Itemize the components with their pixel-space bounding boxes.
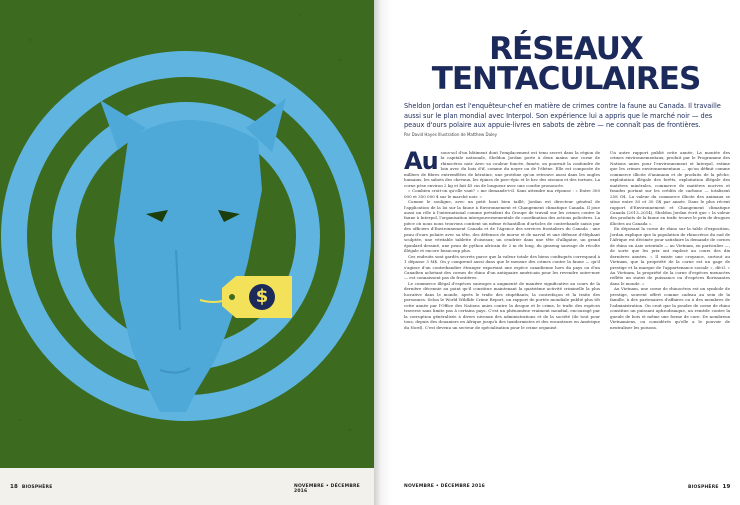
- drop-cap: Au: [404, 147, 438, 175]
- paragraph: Comme le souligne, avec un petit bout bien taillé, Jordan est directeur général de l'application de la loi sur la faune à Environnement et Changement climatique Canada. Il joue aussi un rôle à l'international comme président du Groupe de travail sur les crimes contre la faune à Interpol, l'organisation intergouvernementale de coordination des actions policières. La pièce où nous nous trouvons contient un même échantillon d'articles de contrebande saisis par des officiers d'Environnement Canada et de l'Agence des services frontaliers du Canada : une peau d'ours polaire avec sa tête, des défenses de morse et de narval et une défense d'éléphant sculptée, une véritable tablette d'oiseaux; un cendrier dans une tête d'alligator, un grand épaulard dessiné, une peau de python africain de 2 m de long, du ginseng sauvage de récolte illégale et encore beaucoup plus.: [404, 199, 600, 254]
- paragraph: « Combien croit-on qu'elle vaut? » me demande-t-il. Sans attendre ma réponse : « Entre 300 000 et 350 000 $ sur le marché noir. »: [404, 188, 600, 199]
- paragraph: Le commerce illégal d'espèces sauvages a augmenté de manière significative au cours de la dernière décennie au point qu'il constitue maintenant la quatrième activité criminelle la plus lucrative dans le monde, après le trafic des stupéfiants, la contrefaçon et la traite des personnes. Selon le World Wildlife Crime Report, un rapport de portée mondiale publié plus tôt cette année par l'Office des Nations unies contre la drogue et le crime, le trafic des espèces traverse sans limite pas à certains pays. C'est un phénomène vraiment mondial, encouragé par la corruption généralisée à divers niveaux des administrations et de la société (de tout pour tous, depuis des douaniers en Afrique jusqu'à des taxidermistes et des encanteurs en Amérique du Nord). C'est devenu un secteur de spécialisation pour le crime organisé.: [404, 280, 600, 330]
- left-section-name: BIOSPHÈRE: [21, 485, 53, 490]
- paragraph: Un autre rapport publié cette année, La montée des crimes environnementaux, produit par le Programme des Nations unies pour l'environnement et Interpol, estime que les crimes environnementaux — qu'on définit comme commerce illicite d'animaux et de produits de la pêche, exploitation illégale des forêts, exploitation illégale des matières minérales, commerce de matières nocives et fraudes portant sur les crédits de carbone — totalisent 258 G$. La valeur du commerce illicite des animaux se situe entre 30 et 30 G$ par année. Dans le plus récent rapport d'Environnement et Changement climatique Canada (2013–2014), Sheldon Jordan écrit que « la valeur des produits de la faune en trafic trouve le prix de drogues illicites au Canada ».: [610, 150, 730, 226]
- right-page: [392, 0, 740, 505]
- right-folio-date: NOVEMBRE • DÉCEMBRE 2016: [404, 484, 486, 489]
- right-folio: [688, 484, 733, 490]
- gutter: [374, 0, 392, 505]
- article-byline: Par David Hayes Illustration de Matthew Daley: [404, 132, 498, 137]
- paragraph: Ces endroits sont gardés secrets parce que la valeur totale des biens confisqués correspond à 1 dépasse 3 M$. On y comprend aussi dans que le mensue des crimes contre la faune — qu'il s'agisse d'un contrebandier étranger exportant une espèce canadienne hors du pays ou d'un Canadien achetant des cornes de rhino d'un antiquaire américain pour les revendre outre-mer — est connaissent pas de frontières.: [404, 253, 600, 281]
- right-section-name: BIOSPHÈRE: [688, 485, 719, 490]
- article-column-1: [404, 147, 600, 330]
- left-page-number: 18: [10, 484, 19, 490]
- left-folio: [10, 484, 53, 490]
- title-line-1: RÉSEAUX: [489, 31, 643, 67]
- title-line-2: TENTACULAIRES: [431, 61, 701, 97]
- paragraph: Au Vietnam, une corne de rhinocéros est un symbole de prestige, souvent offert comme cadeau au sein de la famille, à des partenaires d'affaires ou à des membres de l'administration. On croit que la poudre de corne de rhino constitue un puissant aphrodisiaque, un remède contre la gueule de bois et même une forme de cure. De nombreux Vietnamiens, ou considérés qu'elle a le pouvoir de neutraliser les poisons.: [610, 286, 730, 330]
- left-folio-date: NOVEMBRE • DÉCEMBRE 2016: [294, 484, 360, 494]
- rhino-illustration: [0, 0, 374, 468]
- article-deck: Sheldon Jordan est l'enquêteur-chef en matière de crimes contre la faune au Canada. Il travaille aussi sur le plan mondial avec Interpol. Son expérience lui a appris que le marché noir — des peaux d'ours polaire aux appuie-livres en sabots de zèbre — ne connaît pas de frontières.: [404, 102, 721, 130]
- article-title: [392, 31, 740, 97]
- dollar-sign-icon: $: [255, 286, 269, 307]
- rhino-art-svg: [0, 0, 374, 468]
- article-column-2: [610, 150, 730, 330]
- right-page-number: 19: [722, 484, 731, 490]
- paragraph: En déposant la corne de rhino sur la table d'exposition, Jordan explique que la population de rhinocéros du sud de l'Afrique est décimée pour satisfaire la demande de cornes de rhino en Asie orientale — au Vietnam, en particulier —, de sorte que les prix ont explosé au cours des dix dernières années. « Il existe une croyance, surtout au Vietnam, que la propriété de la corne est un gage de prestige et la marque de l'appartenance sociale », dit-il. « Au Vietnam, la propriété de la corne d'espèces menacées reflète un statut de puissance ou d'espèces florissantes dans le monde. »: [610, 226, 730, 286]
- paragraph: sous-sol d'un bâtiment dont l'emplacement est tenu secret dans la région de la capitale nationale, Sheldon Jordan porte à deux mains une corne de rhinocéros noir. Avec sa couleur foncée, fumée, on pourrait la confondre de loin avec du bois d'if, comme du noyer ou de l'ébène. Elle est composée de milliers de fibres entremêlées de kératine, une protéine qu'on retrouve aussi dans les ongles humains, les sabots des chevaux, les épines de porc-épic et le bec des oiseaux et des tortues. La corne pèse environ 2 kg et fait 45 cm de longueur avec une courbe prononcée.: [404, 150, 600, 188]
